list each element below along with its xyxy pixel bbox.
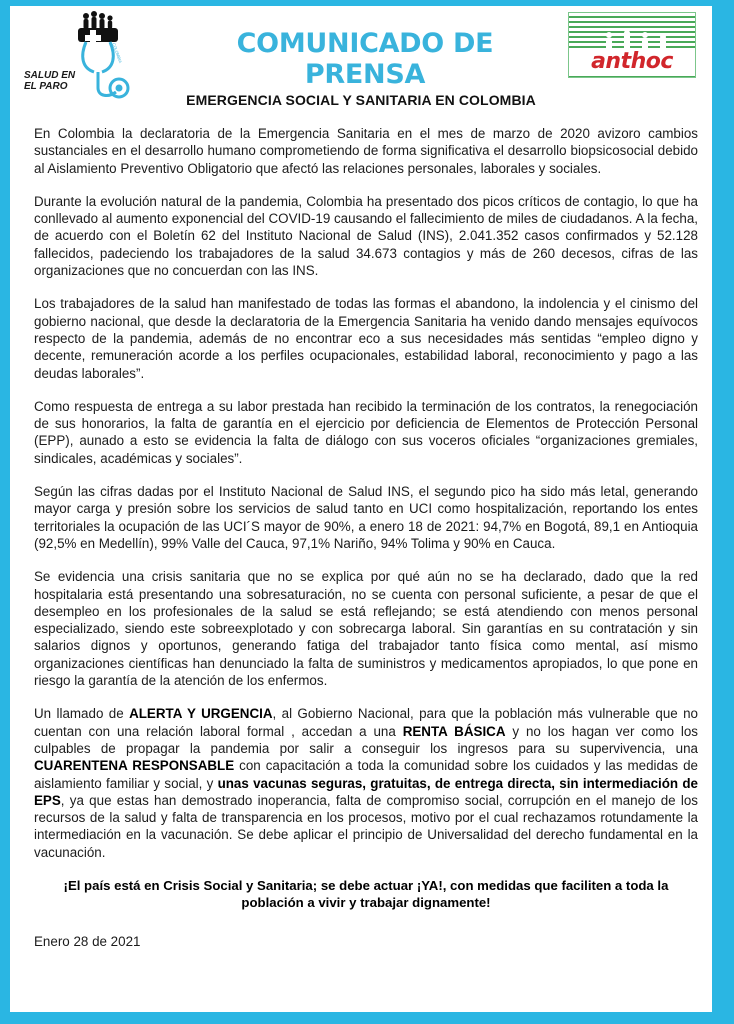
paragraph-7 [34, 705, 698, 861]
paragraph-2: Durante la evolución natural de la pandemia, Colombia ha presentado dos picos críticos de contagio, lo que ha conllevado al aumento exponencial del COVID-19 causando el fallecimiento de miles de ciudadanos. A la fecha, de acuerdo con el Boletín 62 del Instituto Nacional de Salud (INS), 2.041.352 casos confirmados y 52.128 fallecidos, padeciendo los trabajadores de la salud 34.673 contagios y más de 260 decesos, cifras de las organizaciones que no concuerdan con las INS. [34, 193, 698, 279]
paragraph-7-text-4: con capacitación a toda la comunidad sobre los cuidados y las medidas de aislamiento familiar y social, y [34, 758, 698, 791]
page-title: COMUNICADO DE PRENSA [236, 28, 494, 90]
left-logo-ring-text: COLOMBIA [111, 42, 124, 64]
anthoc-logo [568, 12, 696, 78]
paragraph-7-text-2: , al Gobierno Nacional, para que la población más vulnerable que no cuentan con una relación laboral formal , accedan a una [34, 706, 698, 739]
alert-urgency-emphasis: ALERTA Y URGENCIA [129, 706, 273, 722]
paragraph-6: Se evidencia una crisis sanitaria que no se explica por qué aún no se ha declarado, dado que la red hospitalaria está presentando una sobresaturación, no se cuenta con personal suficiente, a pesar de que el desempleo en los profesionales de la salud se está reflejando; se está atendiendo con menos personal especializado, siendo este sobreexplotado y con sobrecarga laboral. Sin garantías en su contratación y sin salarios dignos y oportunos, generando fatiga del trabajador tanto física como mental, así mismo organizaciones científicas han denunciado la falta de suministros y medicamentos apropiados, lo que pone en riesgo la garantía de la atención de los enfermos. [34, 569, 698, 689]
paragraph-7-text-3: y no los hagan ver como los culpables de propagar la pandemia por salir a conseguir los ingresos para su supervivencia, una [34, 723, 699, 756]
vacunas-emphasis: unas vacunas seguras, gratuitas, de entrega directa, sin intermediación de EPS [34, 775, 698, 808]
press-release-page [10, 6, 712, 1012]
left-logo-text: SALUD EN EL PARO [24, 70, 76, 92]
closing-statement: ¡El país está en Crisis Social y Sanitaria; se debe actuar ¡YA!, con medidas que faciliten a toda la población a vivir y trabajar dignamente! [63, 877, 669, 911]
salud-en-el-paro-logo [24, 8, 134, 100]
document-body [34, 125, 698, 949]
renta-basica-emphasis: RENTA BÁSICA [402, 723, 506, 739]
document-subtitle: EMERGENCIA SOCIAL Y SANITARIA EN COLOMBIA [186, 92, 536, 108]
paragraph-7-text-1: Un llamado de [34, 706, 130, 722]
document-date: Enero 28 de 2021 [34, 933, 141, 949]
anthoc-people-logo-icon [569, 13, 695, 53]
paragraph-5: Según las cifras dadas por el Instituto Nacional de Salud INS, el segundo pico ha sido más letal, generando mayor carga y presión sobre los servicios de salud tanto en UCI como hospitalización, reportando los entes territoriales la ocupación de las UCI´S mayor de 90%, a enero 18 de 2021: 94,7% en Bogotá, 89,1 en Antioquia (92,5% en Medellín), 99% Valle del Cauca, 97,1% Nariño, 94% Tolima y 90% en Cauca. [34, 484, 698, 551]
paragraph-1: En Colombia la declaratoria de la Emergencia Sanitaria en el mes de marzo de 2020 avizoro cambios sustanciales en el desarrollo humano comprometiendo de forma significativa el desarrollo biopsicosocial debido al Aislamiento Preventivo Obligatorio que afectó las relaciones personales, laborales y sociales. [34, 126, 698, 176]
anthoc-brand-text: anthoc [569, 49, 695, 75]
frame-bottom-border [0, 1012, 734, 1024]
frame-right-border [712, 0, 734, 1024]
frame-left-border [0, 0, 10, 1024]
paragraph-4: Como respuesta de entrega a su labor prestada han recibido la terminación de los contratos, la renegociación de sus honorarios, la falta de garantía en el ejercicio por deficiencia de Elementos de Protección Personal (EPP), aunado a esto se evidencia la falta de diálogo con sus voceros oficiales “organizaciones gremiales, sindicales, académicas y sociales”. [34, 398, 698, 466]
paragraph-3: Los trabajadores de la salud han manifestado de todas las formas el abandono, la indolencia y el cinismo del gobierno nacional, que desde la declaratoria de la Emergencia Sanitaria ha venido dando mensajes equívocos respecto de la pandemia, además de no encontrar eco a sus necesidades más sentidas “empleo digno y decente, remuneración acorde a los perfiles ocupacionales, estabilidad laboral, reconocimiento y pago a las deudas laborales”. [34, 296, 698, 381]
cuarentena-emphasis: CUARENTENA RESPONSABLE [34, 758, 235, 774]
paragraph-7-text-5: , ya que estas han demostrado inoperancia, falta de compromiso social, corrupción en el manejo de los recursos de la salud y falta de transparencia en los procesos, motivo por el cual rechazamos rotundamente la intermediación en la vacunación. Se debe aplicar el principio de Universalidad del derecho fundamental en la vacunación. [34, 792, 698, 860]
